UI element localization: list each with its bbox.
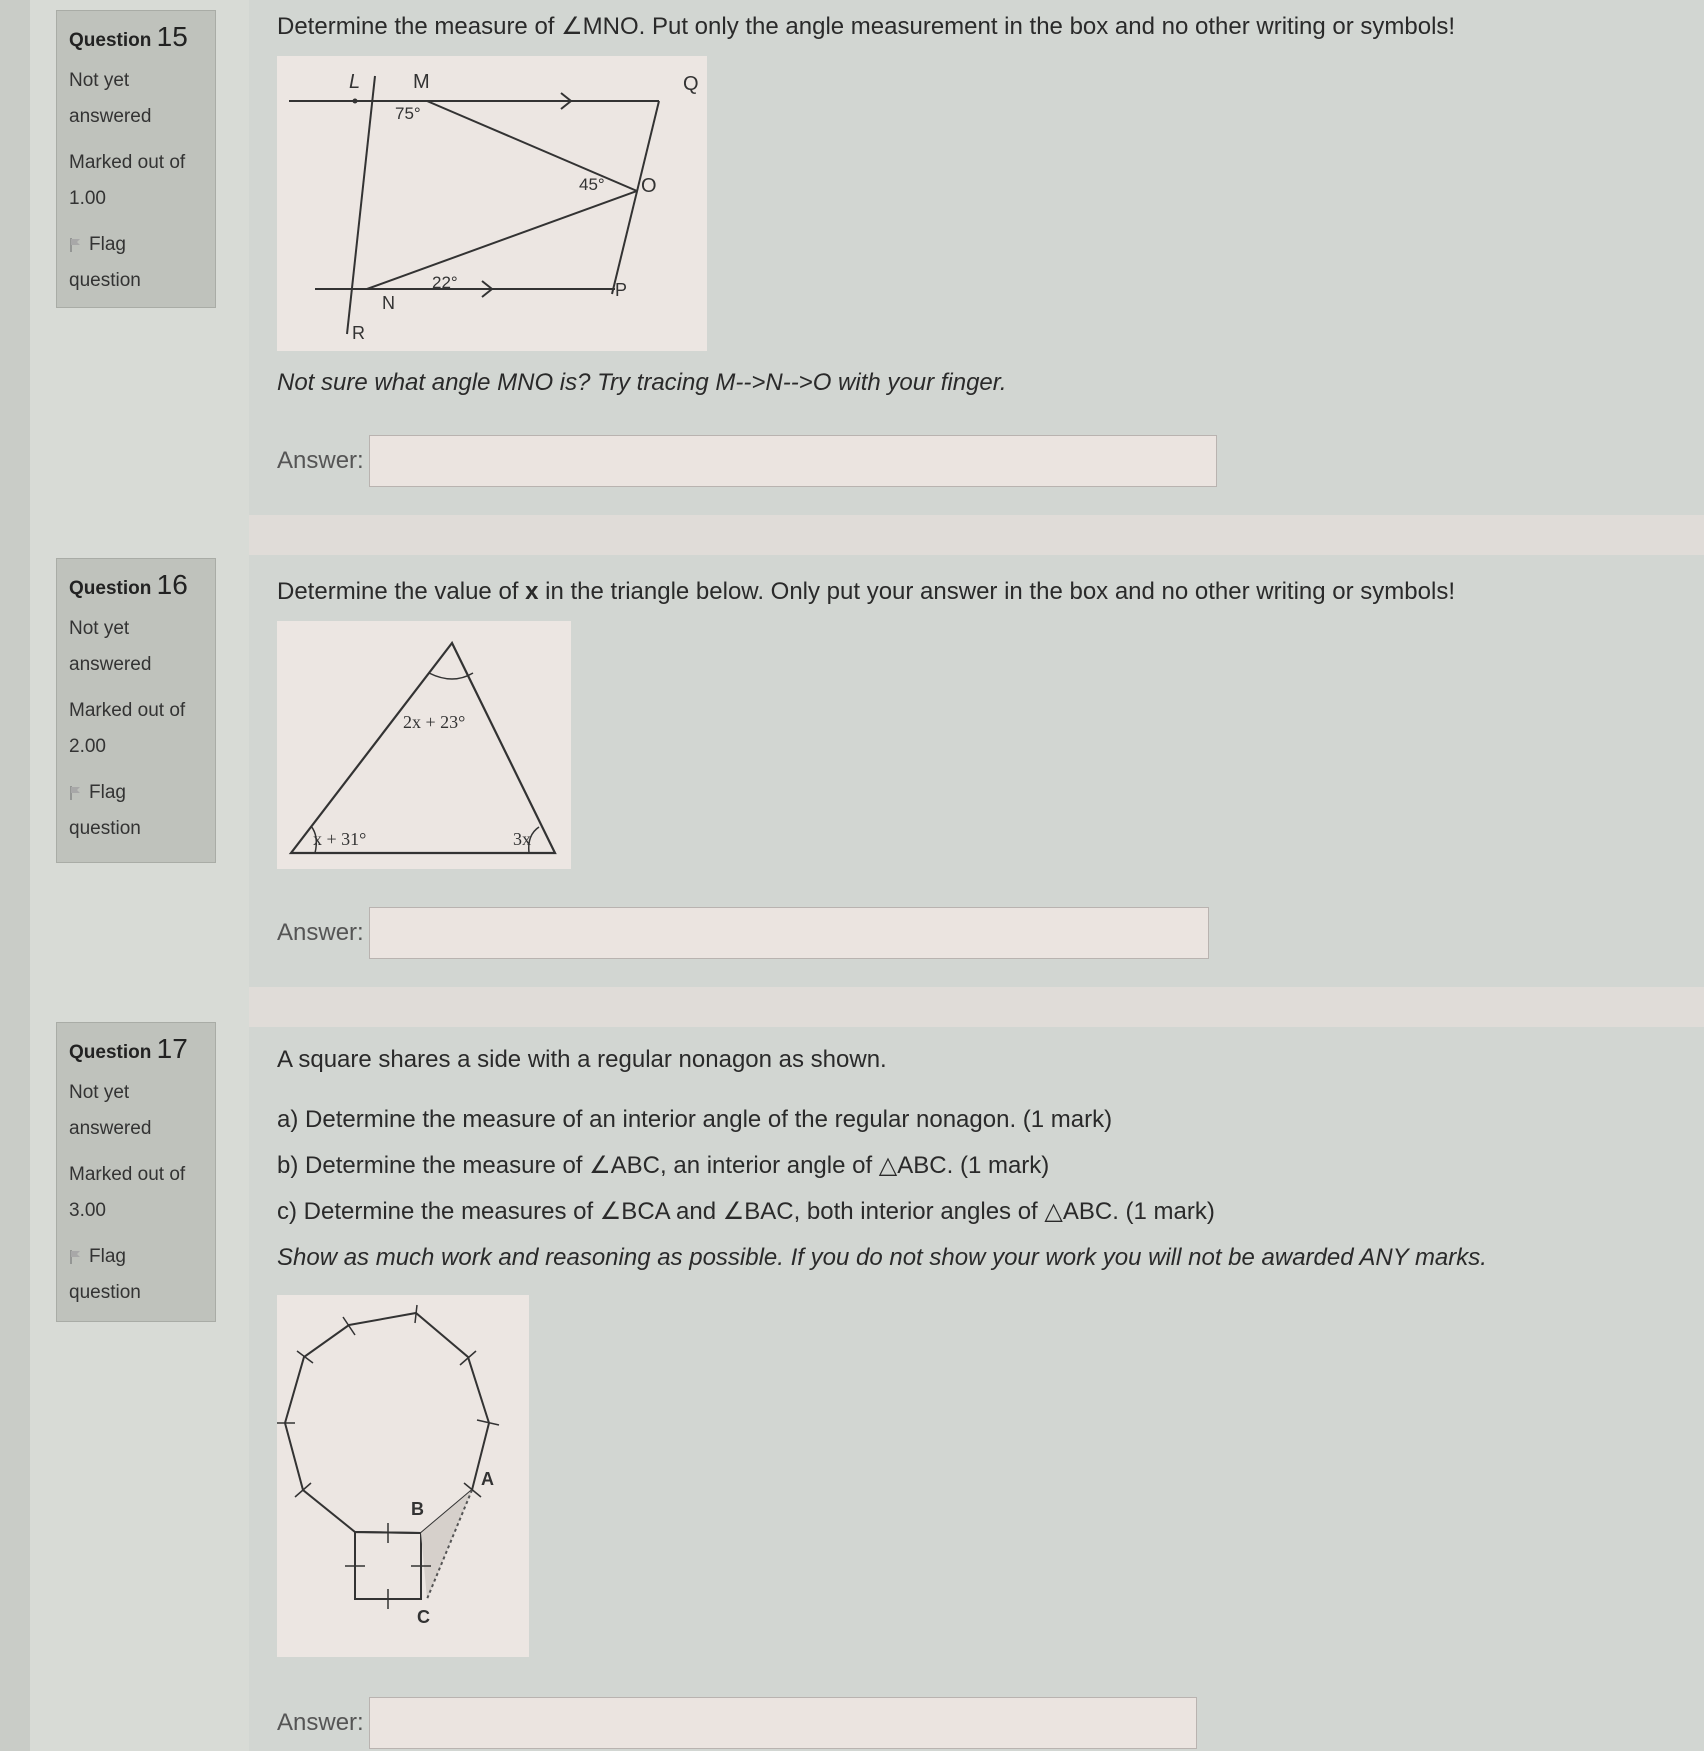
answer-input[interactable] [369, 907, 1209, 959]
variable-x: x [525, 578, 539, 605]
hint-text: Not sure what angle MNO is? Try tracing M-->N-->O with your finger. [277, 369, 1007, 396]
status-line-1: Not yet [69, 618, 130, 639]
answer-row [277, 1697, 1676, 1749]
marked-value: 3.00 [69, 1200, 106, 1221]
marked-label: Marked out of [69, 1164, 186, 1185]
question-info-15 [56, 10, 216, 308]
question-number: Question 15 [69, 21, 188, 52]
status-line-2: answered [69, 1118, 152, 1139]
flag-question-text[interactable]: question [69, 1282, 141, 1303]
status-line-2: answered [69, 654, 152, 675]
status-line-2: answered [69, 106, 152, 127]
diagram-triangle [277, 621, 571, 869]
triangle-figure [277, 621, 571, 869]
point-label: Q [683, 73, 699, 95]
angle-label-right: 3x [513, 829, 531, 849]
marked-value: 1.00 [69, 188, 106, 209]
question-content-15 [249, 0, 1704, 515]
flag-question-link[interactable]: Flag [69, 775, 203, 811]
question-number: Question 16 [69, 569, 188, 600]
flag-icon [69, 785, 83, 801]
angle-label: 75° [395, 104, 421, 123]
parallel-lines-figure [277, 56, 707, 351]
flag-question-link[interactable]: Flag [69, 227, 203, 263]
question-text: A square shares a side with a regular nonagon as shown. [277, 1046, 887, 1073]
nonagon-square-figure [277, 1295, 529, 1657]
point-label: L [349, 71, 361, 93]
answer-label: Answer: [277, 1709, 364, 1736]
question-number: Question 17 [69, 1033, 188, 1064]
answer-input[interactable] [369, 435, 1217, 487]
point-label: R [352, 323, 365, 343]
marked-label: Marked out of [69, 700, 186, 721]
angle-label: 45° [579, 175, 605, 194]
flag-question-link[interactable]: Flag [69, 1239, 203, 1275]
point-label-c: C [417, 1607, 430, 1627]
flag-question-text[interactable]: question [69, 818, 141, 839]
angle-label-left: x + 31° [313, 829, 367, 849]
status-line-1: Not yet [69, 70, 130, 91]
part-b: b) Determine the measure of ∠ABC, an interior angle of △ABC. (1 mark) [277, 1152, 1050, 1179]
question-separator [249, 515, 1704, 555]
point-label-b: B [411, 1499, 424, 1519]
question-parts [277, 1097, 1676, 1281]
question-text: Determine the value of x in the triangle below. Only put your answer in the box and no other writing or symbols! [277, 578, 1455, 605]
diagram-parallel-lines [277, 56, 707, 351]
point-label: N [382, 293, 395, 313]
instruction-note: Show as much work and reasoning as possible. If you do not show your work you will not be awarded ANY marks. [277, 1244, 1487, 1271]
answer-label: Answer: [277, 919, 364, 946]
angle-label-top: 2x + 23° [403, 712, 466, 732]
point-label-a: A [481, 1469, 494, 1489]
diagram-nonagon-square [277, 1295, 529, 1657]
answer-label: Answer: [277, 447, 364, 474]
point-label: P [615, 280, 628, 300]
question-info-17 [56, 1022, 216, 1322]
flag-icon [69, 237, 83, 253]
question-content-17 [249, 1027, 1704, 1751]
point-label: O [641, 175, 657, 197]
question-text: Determine the measure of ∠MNO. Put only the angle measurement in the box and no other writing or symbols! [277, 13, 1456, 40]
status-line-1: Not yet [69, 1082, 130, 1103]
question-content-16 [249, 555, 1704, 987]
angle-label: 22° [432, 273, 458, 292]
part-c: c) Determine the measures of ∠BCA and ∠BAC, both interior angles of △ABC. (1 mark) [277, 1198, 1215, 1225]
question-separator [249, 987, 1704, 1027]
marked-value: 2.00 [69, 736, 106, 757]
left-margin-bar [0, 0, 30, 1751]
answer-input[interactable] [369, 1697, 1197, 1749]
part-a: a) Determine the measure of an interior angle of the regular nonagon. (1 mark) [277, 1106, 1113, 1133]
answer-row [277, 435, 1676, 487]
flag-icon [69, 1249, 83, 1265]
question-info-16 [56, 558, 216, 863]
marked-label: Marked out of [69, 152, 186, 173]
answer-row [277, 907, 1676, 959]
flag-question-text[interactable]: question [69, 270, 141, 291]
point-label: M [413, 71, 430, 93]
